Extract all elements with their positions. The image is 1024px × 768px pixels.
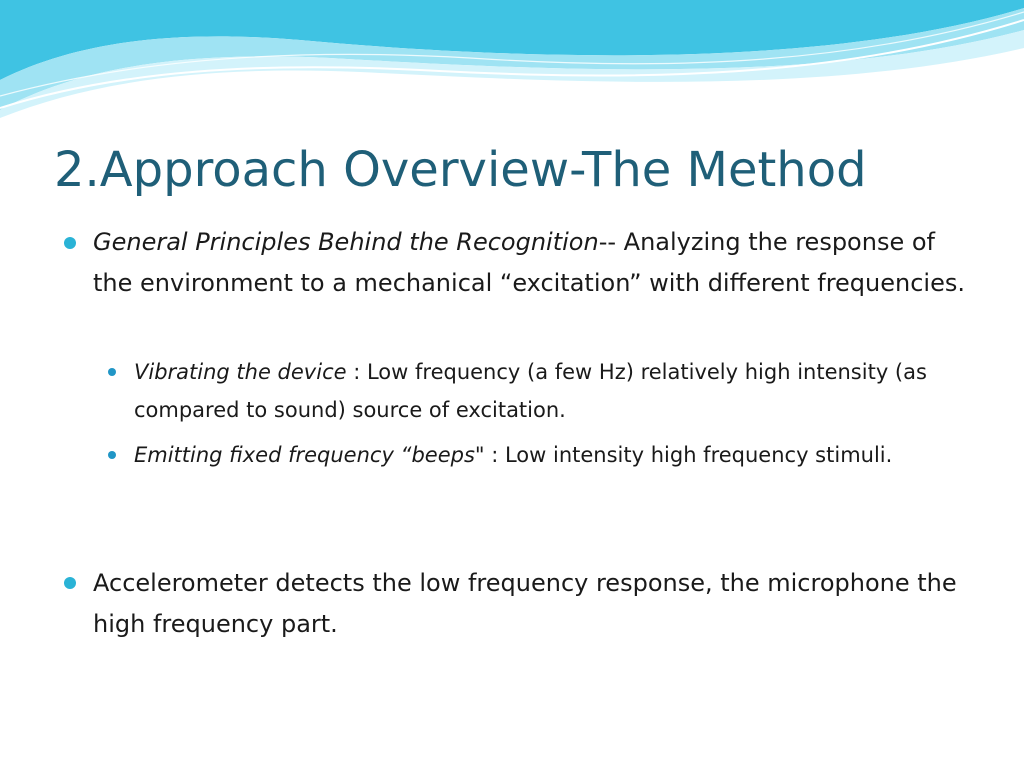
bullet-item-accelerometer — [93, 563, 973, 645]
bullet-dot-icon — [64, 577, 76, 589]
sub-bullet-text: " : Low intensity high frequency stimuli. — [474, 443, 893, 467]
wave-header-decoration — [0, 0, 1024, 130]
bullet-emphasis: General Principles Behind the Recognition — [93, 228, 599, 256]
bullet-text: -- Analyzing the response of the environment to a mechanical “excitation” with different frequencies. — [93, 228, 965, 297]
bullet-item-principles — [93, 222, 973, 304]
sub-bullet-dot-icon — [108, 368, 116, 376]
sub-bullet-emphasis: Vibrating the device — [134, 360, 347, 384]
sub-bullet-item-vibrating — [134, 353, 974, 429]
sub-bullet-dot-icon — [108, 451, 116, 459]
sub-bullet-item-beeps — [134, 436, 974, 474]
bullet-text: Accelerometer detects the low frequency response, the microphone the high frequency part. — [93, 569, 957, 638]
slide-title: 2.Approach Overview-The Method — [54, 142, 867, 198]
sub-bullet-emphasis: Emitting fixed frequency “beeps — [134, 443, 475, 467]
bullet-dot-icon — [64, 237, 76, 249]
sub-bullet-text: : Low frequency (a few Hz) relatively high intensity (as compared to sound) source of excitation. — [134, 360, 927, 422]
